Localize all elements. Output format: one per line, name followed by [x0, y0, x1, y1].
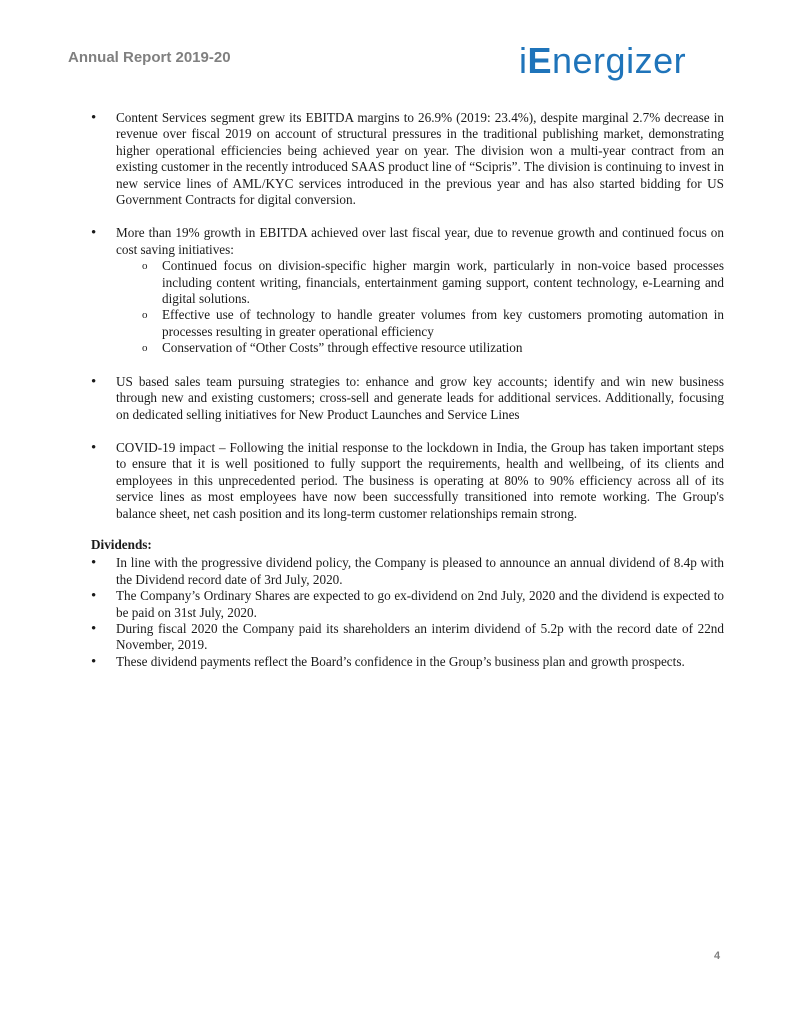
dividend-item: • In line with the progressive dividend policy, the Company is pleased to announce an annual dividend of 8.4p with the Dividend record date of 3rd July, 2020.: [91, 555, 724, 588]
bullet-ebitda-growth: • More than 19% growth in EBITDA achieved over last fiscal year, due to revenue growth and continued focus on cost saving initiatives:: [91, 225, 724, 258]
ebitda-sub-list: [91, 258, 724, 356]
sub-bullet-margin-work: o Continued focus on division-specific higher margin work, particularly in non-voice based processes including content writing, financials, entertainment gaming support, content technology, e-Learning and digital solutions.: [91, 258, 724, 307]
bullet-content-services: • Content Services segment grew its EBITDA margins to 26.9% (2019: 23.4%), despite marginal 2.7% decrease in revenue over fiscal 2019 on account of structural pressures in the traditional publishing market, demonstrating higher operational efficiencies being achieved year on year. The division won a multi-year contract from an existing customer in the recently introduced SAAS product line of “Scipris”. The division is continuing to invest in new service lines of AML/KYC services introduced in the previous year and has also started bidding for US Government Contracts for digital conversion.: [91, 110, 724, 208]
ienergizer-logo: [519, 40, 687, 81]
spacer: [91, 208, 724, 225]
bullet-covid-impact: • COVID-19 impact – Following the initial response to the lockdown in India, the Group has taken important steps to ensure that it is well positioned to fully support the requirements, health and wellbeing, of its clients and employees in this unprecedented period. The business is operating at 80% to 90% efficiency across all of its service lines as most employees have now been successfully transitioned into remote working. The Group's balance sheet, net cash position and its long-term customer relationships remain strong.: [91, 440, 724, 522]
logo-letter-i: i: [519, 40, 528, 81]
spacer: [91, 357, 724, 374]
logo-wordmark-rest: nergizer: [552, 40, 687, 81]
dividend-item: • During fiscal 2020 the Company paid its shareholders an interim dividend of 5.2p with the record date of 22nd November, 2019.: [91, 621, 724, 654]
spacer: [91, 423, 724, 440]
dividend-item: • The Company’s Ordinary Shares are expected to go ex-dividend on 2nd July, 2020 and the dividend is expected to be paid on 31st July, 2020.: [91, 588, 724, 621]
logo-letter-e: E: [527, 40, 553, 81]
sub-bullet-other-costs: o Conservation of “Other Costs” through effective resource utilization: [91, 340, 724, 356]
dividends-heading: Dividends:: [91, 536, 152, 552]
sub-bullet-technology: o Effective use of technology to handle greater volumes from key customers promoting automation in processes resulting in greater operational efficiency: [91, 307, 724, 340]
report-title: Annual Report 2019-20: [68, 49, 231, 66]
bullet-us-sales: • US based sales team pursuing strategies to: enhance and grow key accounts; identify and win new business through new and existing customers; cross-sell and generate leads for additional services. Additionally, focusing on dedicated selling initiatives for New Product Launches and Service Lines: [91, 374, 724, 423]
dividend-item: • These dividend payments reflect the Board’s confidence in the Group’s business plan and growth prospects.: [91, 654, 724, 670]
report-body: [91, 110, 724, 670]
page-number: 4: [714, 950, 721, 962]
